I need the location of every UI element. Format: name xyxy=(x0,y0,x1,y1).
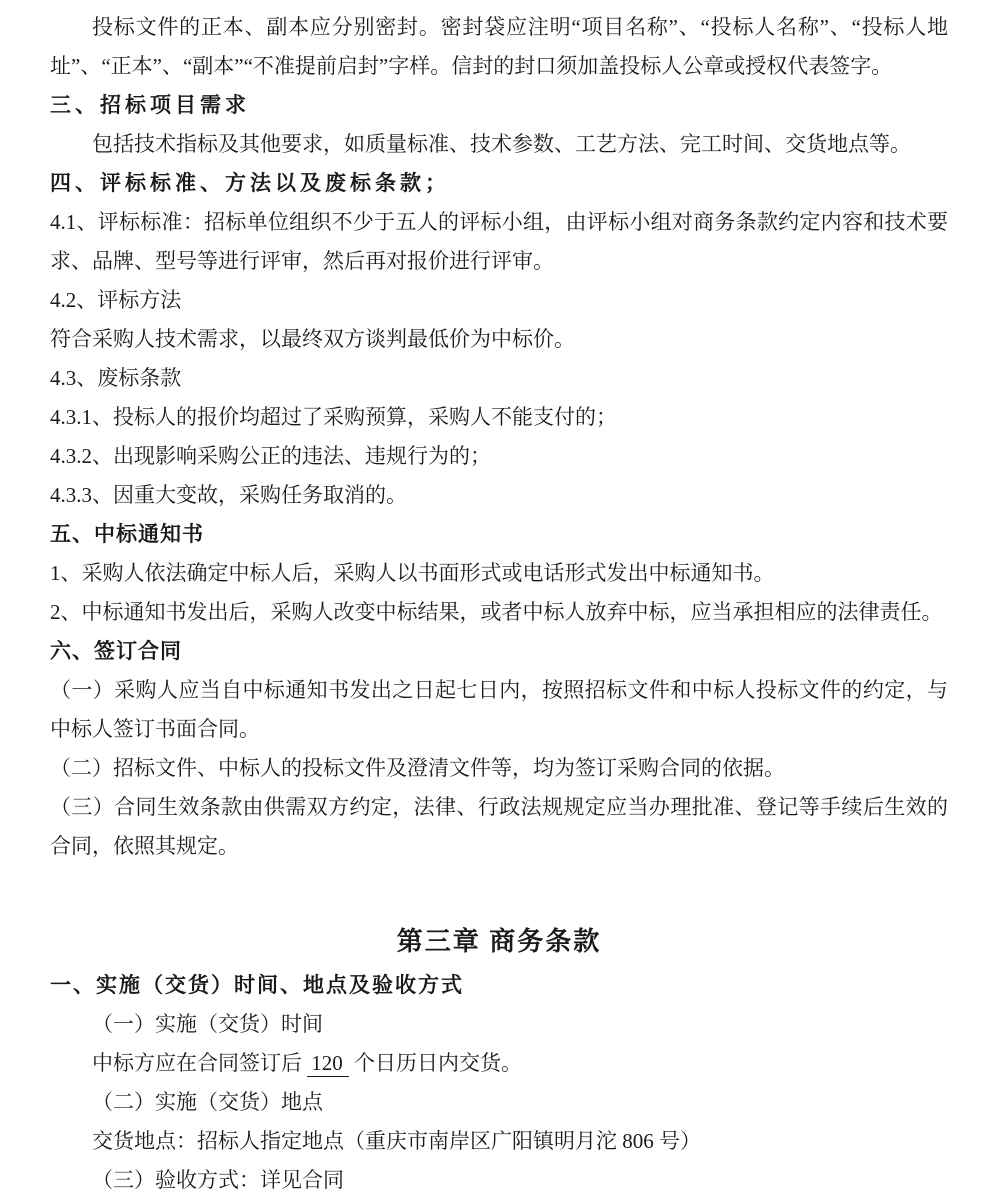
para-eval-criteria-4-1: 4.1、评标标准：招标单位组织不少于五人的评标小组，由评标小组对商务条款约定内容和技术要求、品牌、型号等进行评审，然后再对报价进行评审。 xyxy=(50,210,948,273)
para-delivery-address: 交货地点：招标人指定地点（重庆市南岸区广阳镇明月沱 806 号） xyxy=(92,1129,701,1153)
para-acceptance-method: （三）验收方式：详见合同 xyxy=(92,1168,344,1192)
para-contract-sign-1: （一）采购人应当自中标通知书发出之日起七日内，按照招标文件和中标人投标文件的约定，与中标人签订书面合同。 xyxy=(50,678,948,741)
para-award-notice-1: 1、采购人依法确定中标人后，采购人以书面形式或电话形式发出中标通知书。 xyxy=(50,561,775,585)
para-sealing-instructions: 投标文件的正本、副本应分别密封。密封袋应注明“项目名称”、“投标人名称”、“投标人地址”、“正本”、“副本”“不准提前启封”字样。信封的封口须加盖投标人公章或授权代表签字。 xyxy=(50,15,948,78)
para-delivery-time xyxy=(50,1044,948,1083)
para-eval-method-detail: 符合采购人技术需求，以最终双方谈判最低价为中标价。 xyxy=(50,327,575,351)
para-rejection-4-3: 4.3、废标条款 xyxy=(50,366,182,390)
heading-section-six: 六、签订合同 xyxy=(50,639,182,663)
delivery-days-value: 120 xyxy=(307,1051,349,1077)
delivery-before-text: 中标方应在合同签订后 xyxy=(92,1051,302,1075)
para-rejection-4-3-2: 4.3.2、出现影响采购公正的违法、违规行为的； xyxy=(50,444,491,468)
para-project-requirements: 包括技术指标及其他要求，如质量标准、技术参数、工艺方法、完工时间、交货地点等。 xyxy=(92,132,911,156)
para-contract-sign-2: （二）招标文件、中标人的投标文件及澄清文件等，均为签订采购合同的依据。 xyxy=(50,756,785,780)
para-eval-method-4-2: 4.2、评标方法 xyxy=(50,288,182,312)
heading-delivery-section: 一、实施（交货）时间、地点及验收方式 xyxy=(50,973,464,997)
para-delivery-place-label: （二）实施（交货）地点 xyxy=(92,1090,323,1114)
para-rejection-4-3-1: 4.3.1、投标人的报价均超过了采购预算，采购人不能支付的； xyxy=(50,405,617,429)
heading-section-four: 四、评标标准、方法以及废标条款； xyxy=(50,171,450,195)
para-contract-sign-3: （三）合同生效条款由供需双方约定，法律、行政法规规定应当办理批准、登记等手续后生效的合同，依照其规定。 xyxy=(50,795,948,858)
heading-section-three: 三、招标项目需求 xyxy=(50,93,250,117)
section-break-spacer xyxy=(50,866,948,918)
para-rejection-4-3-3: 4.3.3、因重大变故，采购任务取消的。 xyxy=(50,483,407,507)
delivery-after-text: 个日历日内交货。 xyxy=(354,1051,522,1075)
para-award-notice-2: 2、中标通知书发出后，采购人改变中标结果，或者中标人放弃中标，应当承担相应的法律责任。 xyxy=(50,600,943,624)
para-delivery-time-label: （一）实施（交货）时间 xyxy=(92,1012,323,1036)
chapter-three-title: 第三章 商务条款 xyxy=(396,927,602,956)
heading-section-five: 五、中标通知书 xyxy=(50,522,204,546)
